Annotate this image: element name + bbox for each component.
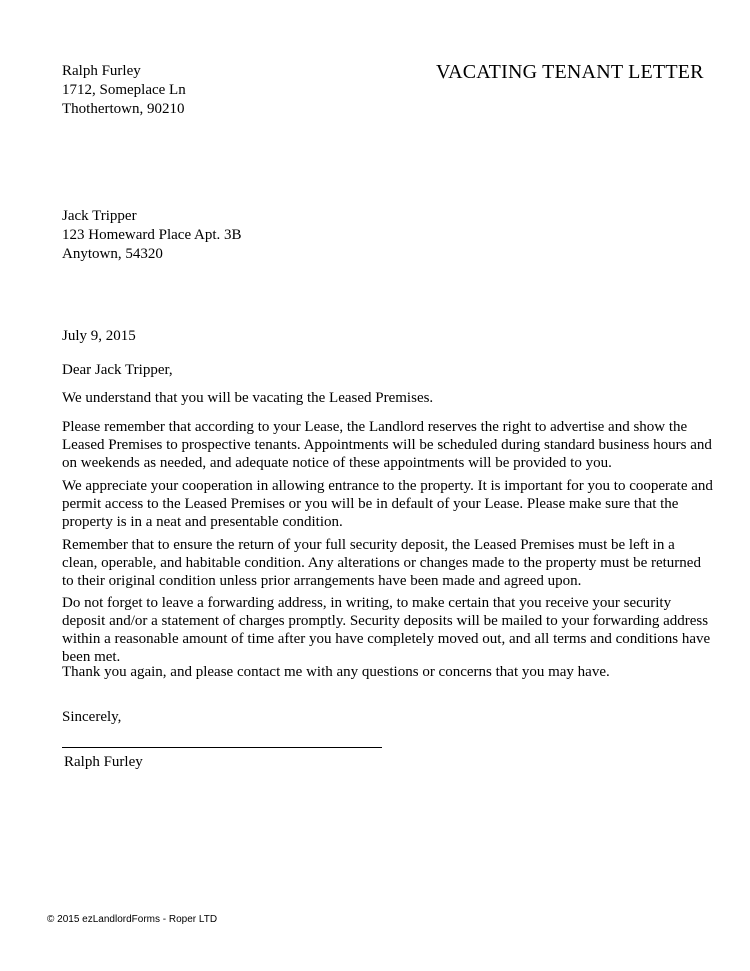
sender-city-zip: Thothertown, 90210 — [62, 101, 185, 117]
paragraph-line: Please remember that according to your Lease, the Landlord reserves the right to advertise and show the — [62, 419, 688, 435]
sender-address-block — [62, 62, 186, 119]
paragraph-line: Do not forget to leave a forwarding address, in writing, to make certain that you receive your security — [62, 595, 672, 611]
paragraph-access — [62, 477, 713, 531]
paragraph-line: clean, operable, and habitable condition. Any alterations or changes made to the property must be returned — [62, 555, 701, 571]
paragraph-deposit-condition — [62, 536, 702, 590]
recipient-address-block — [62, 207, 242, 264]
paragraph-line: deposit and/or a statement of charges promptly. Security deposits will be mailed to your forwarding address — [62, 613, 709, 629]
document-title: VACATING TENANT LETTER — [436, 61, 704, 83]
paragraph-line: within a reasonable amount of time after you have completely moved out, and all terms and conditions have — [62, 631, 711, 647]
paragraph-line: permit access to the Leased Premises or you will be in default of your Lease. Please make sure that the — [62, 496, 679, 512]
paragraph-showings — [62, 418, 712, 472]
paragraph-line: property is in a neat and presentable condition. — [62, 514, 343, 530]
letter-date: July 9, 2015 — [62, 328, 136, 344]
signature-line — [62, 747, 382, 748]
paragraph-line: been met. — [62, 649, 121, 665]
closing: Sincerely, — [62, 709, 122, 725]
paragraph-acknowledgement — [62, 389, 702, 407]
paragraph-thanks — [62, 663, 702, 681]
paragraph-line: We understand that you will be vacating the Leased Premises. — [62, 390, 434, 406]
paragraph-line: to their original condition unless prior arrangements have been made and agreed upon. — [62, 573, 582, 589]
paragraph-line: We appreciate your cooperation in allowing entrance to the property. It is important for you to cooperate and — [62, 478, 713, 494]
recipient-street: 123 Homeward Place Apt. 3B — [62, 227, 242, 243]
recipient-city-zip: Anytown, 54320 — [62, 246, 163, 262]
paragraph-line: Leased Premises to prospective tenants. Appointments will be scheduled during standard business hours and — [62, 437, 712, 453]
sender-name: Ralph Furley — [62, 63, 141, 79]
paragraph-line: Remember that to ensure the return of your full security deposit, the Leased Premises must be left in a — [62, 537, 675, 553]
paragraph-line: on weekends as needed, and adequate notice of these appointments will be provided to you. — [62, 455, 612, 471]
salutation: Dear Jack Tripper, — [62, 362, 173, 378]
recipient-name: Jack Tripper — [62, 208, 137, 224]
paragraph-forwarding-address — [62, 594, 711, 666]
sender-street: 1712, Someplace Ln — [62, 82, 186, 98]
paragraph-line: Thank you again, and please contact me with any questions or concerns that you may have. — [62, 664, 610, 680]
copyright-footer: © 2015 ezLandlordForms - Roper LTD — [47, 914, 218, 925]
signature-name: Ralph Furley — [64, 754, 143, 770]
